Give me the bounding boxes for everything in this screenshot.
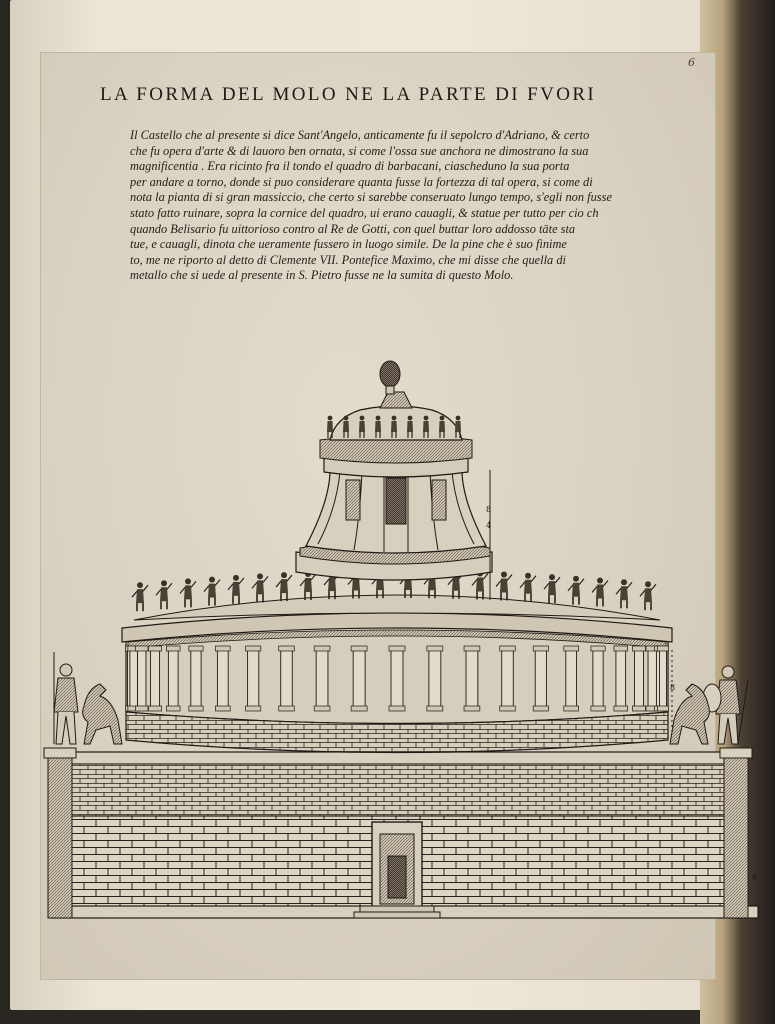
column bbox=[632, 646, 645, 711]
column bbox=[166, 646, 180, 711]
scale-mark: 8 bbox=[670, 683, 676, 692]
folio-number: 6 bbox=[688, 56, 695, 69]
statue bbox=[544, 574, 560, 603]
column bbox=[464, 646, 480, 711]
column bbox=[351, 646, 367, 711]
column bbox=[427, 646, 443, 711]
statue bbox=[252, 573, 268, 602]
text-line: to, me ne riporto al detto di Clemente VII. Pontefice Maximo, che mi disse che quella di bbox=[130, 252, 566, 267]
column bbox=[136, 646, 148, 711]
column bbox=[500, 646, 516, 711]
text-line: magnificentia . Era ricinto fra il tondo el quadro di barbacani, ciascheduno la sua porta bbox=[130, 159, 570, 174]
statue bbox=[300, 571, 316, 600]
column bbox=[314, 646, 330, 711]
statue bbox=[520, 573, 536, 602]
text-line: Il Castello che al presente si dice Sant'Angelo, anticamente fu il sepolcro d'Adriano, & certo bbox=[130, 128, 590, 142]
left-corner-sculpture bbox=[54, 652, 122, 744]
statue bbox=[276, 572, 292, 601]
column bbox=[148, 646, 161, 711]
text-line: quando Belisario fu uittorioso contro al Re de Gotti, con quel buttar loro addosso tāte sta bbox=[130, 221, 576, 236]
statue bbox=[228, 575, 244, 604]
scale-mark: 8 bbox=[486, 505, 492, 514]
statue bbox=[616, 579, 632, 608]
column bbox=[533, 646, 548, 711]
text-line: per andare a torno, donde si puo considerare quanta fusse la fortezza di tal opera, si come di bbox=[130, 174, 593, 189]
scale-mark: 8 bbox=[752, 873, 758, 882]
column bbox=[658, 646, 669, 711]
column bbox=[279, 646, 295, 711]
statue bbox=[568, 576, 584, 605]
plate-title: LA FORMA DEL MOLO NE LA PARTE DI FVORI bbox=[100, 84, 597, 105]
right-corner-sculpture bbox=[670, 666, 748, 744]
column bbox=[215, 646, 230, 711]
column bbox=[614, 646, 628, 711]
statue bbox=[327, 416, 333, 438]
column bbox=[189, 646, 203, 711]
statue bbox=[156, 580, 172, 609]
text-line: nota la pianta di si gran massiccio, che certo si sarebbe conseruato lungo tempo, s'egli non fusse bbox=[130, 190, 612, 205]
text-line: stato fatto ruinare, sopra la cornice del quadro, ui erano cauagli, & statue per tutto per cio ch bbox=[130, 205, 599, 220]
text-line: tue, e cauagli, dinota che ueramente fussero in luogo simile. De la pine che è suo finime bbox=[130, 237, 567, 252]
statue bbox=[204, 577, 220, 606]
text-line: metallo che si uede al presente in S. Pietro fusse ne la sumita di questo Molo. bbox=[130, 268, 514, 283]
text-line: che fu opera d'arte & di lauoro ben ornata, si come l'ossa sue anchora ne dimostrano la sua bbox=[130, 143, 589, 158]
statue bbox=[592, 577, 608, 606]
statue bbox=[132, 582, 148, 611]
tower bbox=[296, 361, 492, 580]
scale-mark: 4 bbox=[486, 521, 492, 530]
column bbox=[389, 646, 405, 711]
statue bbox=[496, 571, 512, 600]
column bbox=[246, 646, 261, 711]
statue bbox=[640, 581, 656, 610]
column bbox=[591, 646, 605, 711]
statue bbox=[180, 578, 196, 607]
column bbox=[564, 646, 579, 711]
